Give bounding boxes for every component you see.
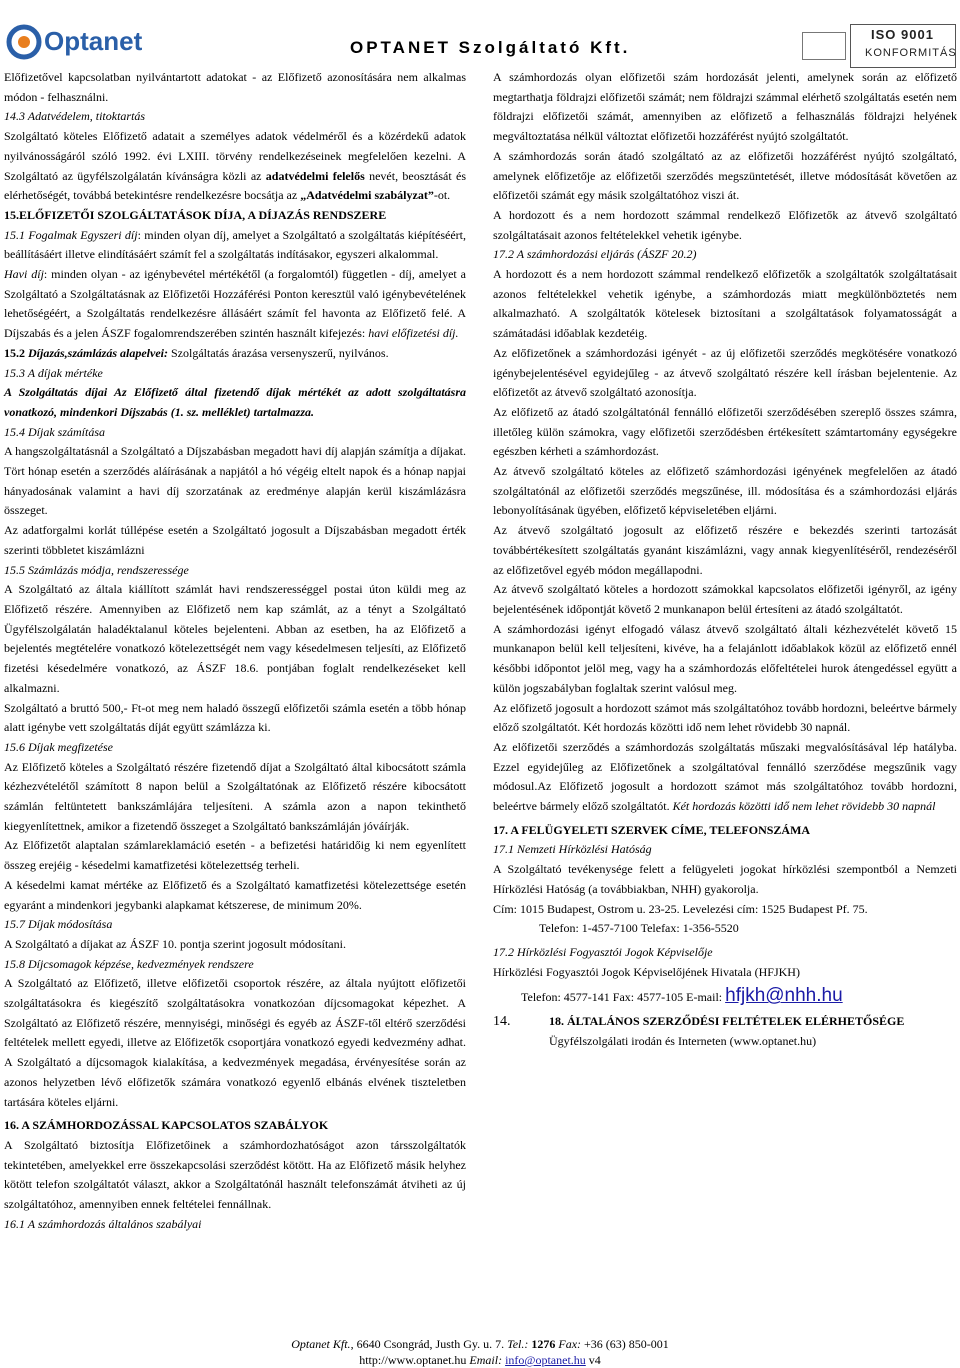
section-heading-17: 17. A FELÜGYELETI SZERVEK CÍME, TELEFONSZÁMA <box>493 822 811 837</box>
paragraph: Előfizetővel kapcsolatban nyilvántartott adatokat - az Előfizető azonosítására nem alkalmas módon - felhasználni. <box>4 70 466 104</box>
section-heading-15-5: 15.5 Számlázás módja, rendszeressége <box>4 562 189 577</box>
paragraph: A Szolgáltató biztosítja Előfizetőinek a számhordozhatóságot azon társszolgáltatók tekintetében, amelyekkel erre összekapcsolási szerződést kötött. Ha az Előfizető másik helyhez kötött telefon szolgáltatót választ, akkor a Szolgáltatónál használt telefonszámát átviheti az új szolgáltatóhoz, amennyiben ennek feltételei fennállnak. <box>4 1137 466 1212</box>
section-heading-15-8: 15.8 Díjcsomagok képzése, kedvezmények rendszere <box>4 956 254 971</box>
paragraph: Szolgáltató a bruttó 500,- Ft-ot meg nem haladó összegű előfizetői számla esetén a több hónap alatt igénybe vett szolgáltatás díját együtt számlázza ki. <box>4 700 466 735</box>
paragraph: Ügyfélszolgálati irodán és Interneten (www.optanet.hu) <box>549 1033 817 1048</box>
paragraph: A számhordozás olyan előfizetői szám hordozását jelenti, amelynek során az előfizető megtarthatja földrajzi előfizetői számát; nem földrajzi számmal elérhető szolgáltatás esetén nem földrajzi előfizetői számát, amennyiben az előfizető a felhasználás földrajzi helyének megváltoztatása nélkül változtat előfizetői hozzáférést nyújtó szolgáltatót. <box>493 70 957 144</box>
logo-text: Optanet <box>44 26 143 56</box>
email-link[interactable]: hfjkh@nhh.hu <box>725 985 843 1007</box>
paragraph: 15.1 Fogalmak Egyszeri díj: minden olyan díj, amelyet a Szolgáltató a szolgáltatás kiépítéséért, beállításáért illetve elindításáért számít fel a szolgáltatás indításakor, egyszeri alkalommal. <box>4 227 466 262</box>
company-title: OPTANET Szolgáltató Kft. <box>350 38 631 57</box>
paragraph: A hangszolgáltatásnál a Szolgáltató a Díjszabásban megadott havi díj alapján számítja a díjakat. Tört hónap esetén a szerződés aláírásának a napjától a hó végéig eltelt napok és a hónap napjai hányadosának valamint a havi díj szorzatának az eredménye alapján kerül kiszámlázásra összeget. <box>4 444 466 518</box>
section-heading-17-2: 17.2 Hírközlési Fogyasztói Jogok Képviselője <box>493 944 713 959</box>
section-heading-14-3: 14.3 Adatvédelem, titoktartás <box>4 109 146 124</box>
section-heading-15-3: 15.3 A díjak mértéke <box>4 365 103 380</box>
section-heading-15-2: 15.2 Díjazás,számlázás alapelvei: Szolgáltatás árazása versenyszerű, nyilvános. <box>4 345 389 360</box>
contact-line: Telefon: 4577-141 Fax: 4577-105 E-mail: hfjkh@nhh.hu <box>521 985 843 1007</box>
address-line: Cím: 1015 Budapest, Ostrom u. 23-25. Levelezési cím: 1525 Budapest Pf. 75. <box>493 901 868 916</box>
paragraph: Az Előfizetőt alaptalan számlareklamáció esetén - a befizetési határidőig ki nem egyenlített összeg erejéig - késedelmi kamatfizetési kötelezettség terheli. <box>4 838 466 873</box>
paragraph: Havi díj: minden olyan - az igénybevétel mértékétől (a forgalomtól) független - díj, amelyet a Szolgáltató a Szolgáltatásnak az Előfizetői Hozzáférési Ponton keresztül való igénybevételének lehetőségéért, a Szolgáltatás rendelkezésre állásáért számít fel havonta az Előfizető felé. A Díjszabás és a jelen ÁSZF fogalomrendszerében szintén használt kifejezés: havi előfizetési díj. <box>4 267 466 341</box>
paragraph: A Szolgáltató az Előfizető, illetve előfizetői csoportok részére, az általa nyújtott előfizetői szolgáltatásokra és kiegészítő szolgáltatásokra vonatkozóan díjcsomagokat képezhet. A Szolgáltató az Előfizető részére, mennyiségi, minőségi és egyéb az ÁSZF-től eltérő szerződési feltételek mellett egyedi, illetve az Előfizetők csoportjára vonatkozó egyedi kedvezmény adhat. A Szolgáltató a díjcsomagok kialakítása, a kedvezmények megadása, érvényesítése során az azonos helyzetben lévő előfizetők számára vonatkozó egyenlő elbánás elvének tiszteletben tartására köteles eljárni. <box>4 976 466 1109</box>
paragraph: Hírközlési Fogyasztói Jogok Képviselőjének Hivatala (HFJKH) <box>493 964 800 979</box>
iso-certification-badge <box>850 24 956 68</box>
website-link[interactable]: http://www.optanet.hu <box>359 1353 467 1367</box>
page-footer <box>0 1336 960 1368</box>
footer-web-line: http://www.optanet.hu Email: info@optanet.hu v4 <box>359 1353 601 1367</box>
paragraph: A késedelmi kamat mértéke az Előfizető és a Szolgáltató kamatfizetési kötelezettsége esetén egyaránt a mindenkori jegybanki alapkamat kétszerese, de minimum 20%. <box>4 877 466 912</box>
left-column <box>4 68 466 1234</box>
paragraph: Az előfizető az átadó szolgáltatónál fennálló előfizetői szerződésében szereplő összes számra, illetőleg külön számokra, vagy előfizetői szerződésben értékesített számtartomány egységekre egészben kérheti a számhordozást. <box>493 404 957 459</box>
section-heading-15-7: 15.7 Díjak módosítása <box>4 917 113 932</box>
iso-seal-icon <box>802 32 846 60</box>
paragraph: Az átvevő szolgáltató köteles az előfizető számhordozási igényének megfelelően az átadó szolgáltatónál az előfizetői szerződés megszűnése, ill. módosítása és a számhordozási eljárás lebonyolításának ügyében, előfizető képviseletében eljárni. <box>493 464 957 518</box>
section-18 <box>493 1012 957 1051</box>
paragraph: A számhordozás során átadó szolgáltató az az előfizetői hozzáférést nyújtó szolgáltató, amelynek előfizetője az előfizetői szerződés megszüntetését, illetve módosítását követően az előfizetői számát egy másik szolgáltatóhoz viszi át. <box>493 148 957 203</box>
paragraph: A hordozott és a nem hordozott számmal rendelkező Előfizetők az átvevő szolgáltató szolgáltatásait azonos feltételekkel vehetik igénybe. <box>493 207 957 242</box>
paragraph: Az átvevő szolgáltató köteles a hordozott számokkal kapcsolatos előfizetői igényről, az igény bejelentésének időpontját követő 2 munkanapon belül értesíteni az átadó szolgáltatót. <box>493 582 957 616</box>
section-heading-18: 18. ÁLTALÁNOS SZERZŐDÉSI FELTÉTELEK ELÉRHETŐSÉGE <box>549 1014 905 1029</box>
paragraph: Az előfizetői szerződés a számhordozás szolgáltatás műszaki megvalósításával lép hatályba. Ezzel egyidejűleg az Előfizetőnek a szolgáltatóval fennálló szerződése megszűnik vagy módosul.Az Előfizető jogosult a hordozott számot más szolgáltatóhoz tovább hordozni, beleértve bármely előző szolgáltatót. Két hordozás közötti idő nem lehet rövidebb 30 napnál <box>493 739 957 814</box>
section-heading-16-1: 16.1 A számhordozás általános szabályai <box>4 1216 202 1231</box>
optanet-logo <box>4 18 204 66</box>
paragraph: A Szolgáltató tevékenysége felett a felügyeleti jogokat hírközlési szempontból a Nemzeti Hírközlési Hatóság (a továbbiakban, NHH) gyakorolja. <box>493 862 957 896</box>
paragraph: Az Előfizető köteles a Szolgáltató részére fizetendő díjat a Szolgáltató által kibocsátott számla kézhezvételétől számított 8 napon belül a Szolgáltatónak az Előfizető részére kibocsátott számlán feltüntetett bankszámlájára teljesíteni. A számla azon a napon tekinthető kiegyenlítettnek, amikor a fizetendő összeget a Szolgáltató bankszámláján jóváírják. <box>4 759 466 833</box>
section-heading-16: 16. A SZÁMHORDOZÁSSAL KAPCSOLATOS SZABÁLYOK <box>4 1118 329 1133</box>
paragraph: Az átvevő szolgáltató jogosult az előfizető részére e bekezdés szerinti tartozását továbbértékesített szolgáltatás gyanánt kiszámlázni, vagy annak kiegyenlítéséről, rendezéséről az előfizetővel egyéb módon megállapodni. <box>493 523 957 577</box>
paragraph: Az előfizető jogosult a hordozott számot más szolgáltatóhoz tovább hordozni, beleértve bármely előző szolgáltatót. Két hordozás közötti idő nem lehet rövidebb 30 napnál. <box>493 700 957 735</box>
paragraph: Az adatforgalmi korlát túllépése esetén a Szolgáltató jogosult a Díjszabásban megadott érték szerinti többletet kiszámlázni <box>4 523 466 557</box>
paragraph: Szolgáltató köteles Előfizető adatait a személyes adatok védelméről és a közérdekű adatok nyilvánosságáról szóló 1992. évi LXIII. törvény rendelkezéseinek megfelelően kezelni. A Szolgáltató az ügyfélszolgálatán kívánságra közli az adatvédelmi felelős nevét, beosztását és elérhetőségét, továbbá betekintésre rendelkezésre bocsátja az „Adatvédelmi szabályzat”-ot. <box>4 129 467 203</box>
phone-line: Telefon: 1-457-7100 Telefax: 1-356-5520 <box>539 921 739 936</box>
paragraph: A Szolgáltató a díjakat az ÁSZF 10. pontja szerint jogosult módosítani. <box>4 936 346 951</box>
section-heading-15-4: 15.4 Díjak számítása <box>4 424 106 439</box>
section-heading-15: 15.ELŐFIZETŐI SZOLGÁLTATÁSOK DÍJA, A DÍJAZÁS RENDSZERE <box>4 207 387 222</box>
paragraph: A Szolgáltatás díjai Az Előfizető által fizetendő díjak mértékét az adott szolgáltatásra vonatkozó, mindenkori Díjszabás (1. sz. melléklet) tartalmazza. <box>4 385 466 419</box>
paragraph: A Szolgáltató az általa kiállított számlát havi rendszerességgel postai úton küldi meg az Előfizető részére. Amennyiben az Előfizető nem kap számlát, az a tényt a Szolgáltató Ügyfélszolgálatán haladéktalanul köteles bejelenteni. Abban az esetben, ha az Előfizető a bejelentés megtételére vonatkozó kötelezettségét nem vagy késedelmesen teljesíti, az Előfizető fizetési késedelmére vonatkozó, az ÁSZF 18.6. pontjában foglalt rendelkezéseket kell alkalmazni. <box>4 582 466 695</box>
page-header <box>0 0 960 70</box>
section-number: 14. <box>493 1014 511 1030</box>
iso-bottom-text: KONFORMITÁS <box>865 47 957 59</box>
paragraph: A számhordozási igényt elfogadó válasz átvevő szolgáltató általi kézhezvételét követő 15 munkanapon belül kell teljesíteni, kivéve, ha a felajánlott időablakok közül az előfizető ennél későbbi időpontot jelöl meg, vagy ha a számhordozás előfeltételei hurok átengedéssel együtt a külön jogszabályban foglaltak szerint valósul meg. <box>493 621 957 695</box>
right-column <box>493 68 957 1051</box>
iso-top-text: ISO 9001 <box>871 27 934 42</box>
footer-address-line: Optanet Kft., 6640 Csongrád, Justh Gy. u. 7. Tel.: 1276 Fax: +36 (63) 850-001 <box>291 1337 669 1351</box>
section-heading-15-6: 15.6 Díjak megfizetése <box>4 739 113 754</box>
section-heading-17-2-procedure: 17.2 A számhordozási eljárás (ÁSZF 20.2) <box>493 247 697 262</box>
section-heading-17-1: 17.1 Nemzeti Hírközlési Hatóság <box>493 842 652 857</box>
email-link[interactable]: info@optanet.hu <box>505 1353 586 1367</box>
paragraph: Az előfizetőnek a számhordozási igényét - az új előfizetői szerződés megkötésére vonatkozó igénybejelentésével egyidejűleg - az átvevő szolgáltató részére kell írásban bejelentenie. Az előfizetőt az átvevő szolgáltató azonosítja. <box>493 345 957 400</box>
paragraph: A hordozott és a nem hordozott számmal rendelkező előfizetők a szolgáltatók szolgáltatásait azonos feltételekkel vehetik igénybe, a számhordozás miatt megkülönböztetés nem alkalmazható. A szolgáltatók kötelesek biztosítani a szolgáltatások folyamatosságát a számátadási időablak kezdetéig. <box>493 267 957 341</box>
